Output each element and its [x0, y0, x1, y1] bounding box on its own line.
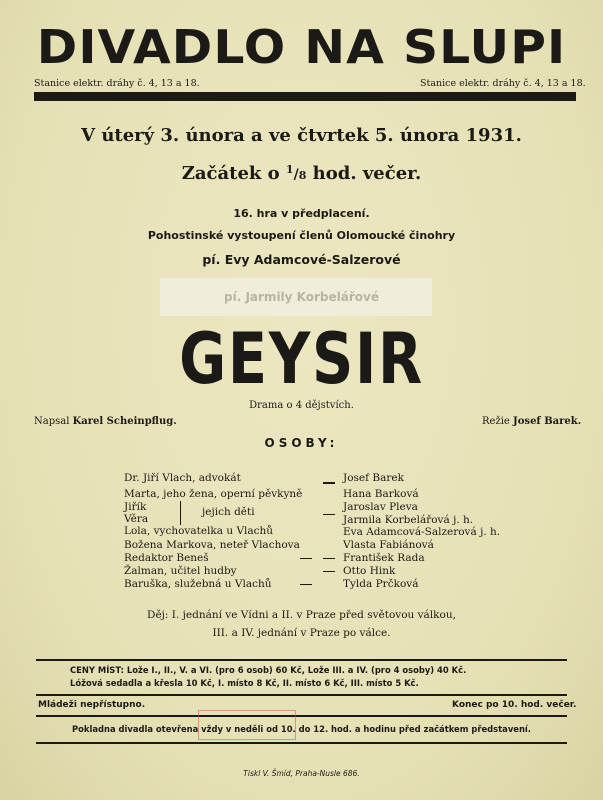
- role-8: Žalman, učitel hudby: [124, 565, 237, 577]
- theatre-title: DIVADLO NA SLUPI: [36, 20, 567, 74]
- children-note: jejich děti: [202, 506, 255, 518]
- actor-8: Otto Hink: [343, 565, 396, 577]
- actor-1: Josef Barek: [343, 472, 404, 484]
- cast-dash: [323, 514, 335, 515]
- prices-line-1: CENY MÍST: Lože I., II., V. a VI. (pro 6 osob) 60 Kč, Lože III. a IV. (pro 4 osoby) 40 Kč.: [70, 665, 467, 675]
- actor-3: Jaroslav Pleva: [343, 501, 418, 513]
- cast-dash: [300, 584, 312, 585]
- start-frac-top: 1: [285, 163, 294, 176]
- cast-heading: OSOBY:: [264, 436, 339, 450]
- role-9: Baruška, služebná u Vlachů: [124, 578, 272, 590]
- children-bracket: [180, 501, 181, 525]
- station-info-right: Stanice elektr. dráhy č. 4, 13 a 18.: [420, 78, 586, 89]
- actor-4: Jarmila Korbelářová j. h.: [343, 514, 474, 526]
- role-4: Věra: [124, 513, 149, 525]
- header-rule: [34, 92, 576, 101]
- director-credit: [482, 416, 581, 427]
- rule: [36, 659, 567, 661]
- role-3: Jiřík: [124, 501, 147, 513]
- author-name: Karel Scheinpflug.: [72, 416, 177, 427]
- actor-5: Eva Adamcová-Salzerová j. h.: [343, 526, 501, 538]
- director-name: Josef Barek.: [513, 416, 582, 427]
- cast-dash: [323, 558, 335, 559]
- actor-2: Hana Barková: [343, 488, 419, 500]
- guest-performance: Pohostinské vystoupení členů Olomoucké činohry: [147, 229, 456, 242]
- actor-7: František Rada: [343, 552, 425, 564]
- guest-name: pí. Evy Adamcové-Salzerové: [202, 252, 401, 267]
- cast-dash: [323, 571, 335, 572]
- printer-credit: Tiskl V. Šmíd, Praha-Nusle 686.: [243, 769, 360, 778]
- role-7: Redaktor Beneš: [124, 552, 209, 564]
- setting-line-1: Děj: I. jednání ve Vídni a II. v Praze před světovou válkou,: [147, 609, 456, 621]
- actor-6: Vlasta Fabiánová: [343, 539, 434, 551]
- box-office-note: Pokladna divadla otevřena vždy v neděli od 10. do 12. hod. a hodinu před začátkem představení.: [72, 724, 531, 734]
- role-2: Marta, jeho žena, operní pěvkyně: [124, 488, 303, 500]
- end-time-note: Konec po 10. hod. večer.: [452, 700, 577, 710]
- setting-line-2: III. a IV. jednání v Praze po válce.: [212, 627, 391, 639]
- author-label: Napsal: [34, 416, 70, 427]
- actor-9: Tylda Prčková: [343, 578, 419, 590]
- start-frac-bottom: 8: [298, 169, 307, 182]
- station-info-left: Stanice elektr. dráhy č. 4, 13 a 18.: [34, 78, 200, 89]
- start-prefix: Začátek o: [181, 163, 280, 184]
- role-1: Dr. Jiří Vlach, advokát: [124, 472, 241, 484]
- rule: [36, 715, 567, 717]
- role-5: Lola, vychovatelka u Vlachů: [124, 525, 274, 537]
- youth-note: Mládeži nepřístupno.: [38, 700, 146, 710]
- cast-dash: [300, 558, 312, 559]
- start-suffix: hod. večer.: [312, 163, 422, 184]
- rule: [36, 694, 567, 696]
- cast-dash: [323, 482, 335, 484]
- subscription-note: 16. hra v předplacení.: [233, 207, 370, 220]
- director-label: Režie: [482, 416, 510, 427]
- play-title: GEYSIR: [179, 318, 424, 400]
- prices-line-2: Lóžová sedadla a křesla 10 Kč, I. místo 8 Kč, II. místo 6 Kč, III. místo 5 Kč.: [70, 678, 419, 688]
- play-subtitle: Drama o 4 dějstvích.: [249, 400, 354, 411]
- start-time: Začátek o $^1$/8 hod. večer.: [181, 163, 422, 184]
- role-6: Božena Markova, neteř Vlachova: [124, 539, 300, 551]
- author-credit: [34, 416, 177, 427]
- guest-name-covered: pí. Jarmily Korbelářové: [224, 290, 379, 304]
- rule: [36, 742, 567, 744]
- performance-dates: V úterý 3. února a ve čtvrtek 5. února 1931.: [81, 125, 522, 146]
